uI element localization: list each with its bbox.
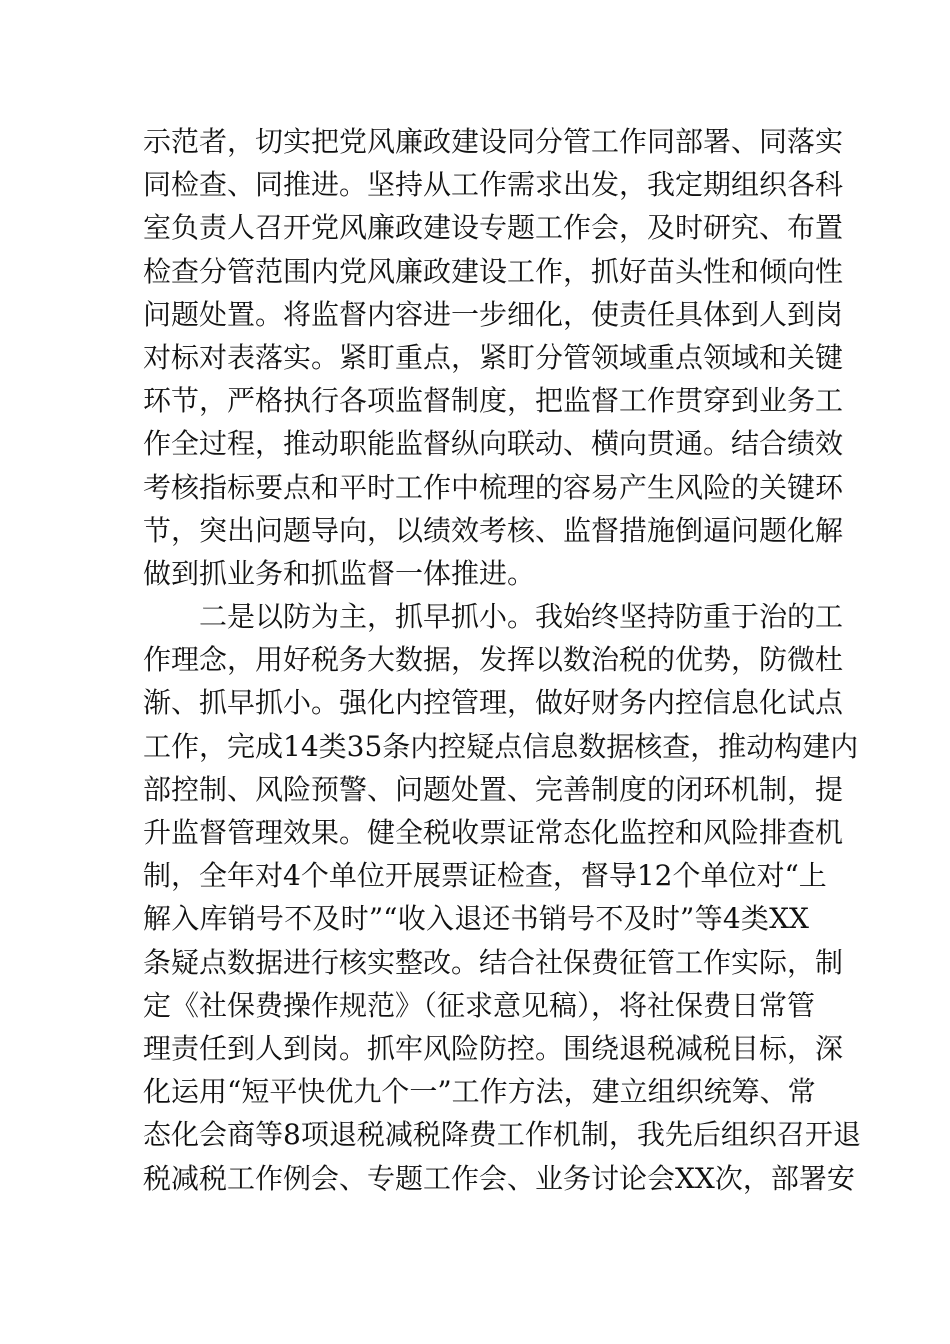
text-line: 化运用“短平快优九个一”工作方法，建立组织统筹、常 (143, 1075, 816, 1109)
text-line: 工作，完成14类35条内控疑点信息数据核查，推动构建内 (143, 729, 859, 763)
text-line: 对标对表落实。紧盯重点，紧盯分管领域重点领域和关键 (143, 340, 844, 374)
text-line: 升监督管理效果。健全税收票证常态化监控和风险排查机 (143, 816, 844, 849)
text-line: 渐、抓早抓小。强化内控管理，做好财务内控信息化试点 (143, 686, 844, 720)
text-line: 作全过程，推动职能监督纵向联动、横向贯通。结合绩效 (143, 427, 844, 461)
text-line: 部控制、风险预警、问题处置、完善制度的闭环机制，提 (143, 772, 844, 806)
text-line: 问题处置。将监督内容进一步细化，使责任具体到人到岗 (143, 297, 844, 331)
text-line: 定《社保费操作规范》（征求意见稿），将社保费日常管 (143, 988, 816, 1022)
text-line: 作理念，用好税务大数据，发挥以数治税的优势，防微杜 (143, 643, 844, 677)
text-line: 制，全年对4个单位开展票证检查，督导12个单位对“上 (143, 859, 827, 893)
text-line: 室负责人召开党风廉政建设专题工作会，及时研究、布置 (143, 211, 844, 245)
text-line: 考核指标要点和平时工作中梳理的容易产生风险的关键环 (143, 470, 844, 504)
text-line: 检查分管范围内党风廉政建设工作，抓好苗头性和倾向性 (143, 254, 844, 288)
text-line: 税减税工作例会、专题工作会、业务讨论会XX次，部署安 (143, 1161, 855, 1195)
text-line: 同检查、同推进。坚持从工作需求出发，我定期组织各科 (143, 168, 844, 202)
text-line: 示范者，切实把党风廉政建设同分管工作同部署、同落实 (143, 125, 844, 158)
text-line: 解入库销号不及时”“收入退还书销号不及时”等4类XX (143, 902, 809, 936)
text-line: 理责任到人到岗。抓牢风险防控。围绕退税减税目标，深 (143, 1031, 844, 1065)
text-line: 环节，严格执行各项监督制度，把监督工作贯穿到业务工 (143, 384, 844, 418)
paragraph-start-line: 二是以防为主，抓早抓小。我始终坚持防重于治的工 (199, 600, 844, 634)
document-body (143, 120, 861, 1200)
text-line: 态化会商等8项退税减税降费工作机制，我先后组织召开退 (143, 1118, 861, 1152)
text-line: 条疑点数据进行核实整改。结合社保费征管工作实际，制 (143, 945, 844, 979)
text-line: 节，突出问题导向，以绩效考核、监督措施倒逼问题化解 (143, 513, 844, 547)
text-line: 做到抓业务和抓监督一体推进。 (143, 556, 536, 590)
